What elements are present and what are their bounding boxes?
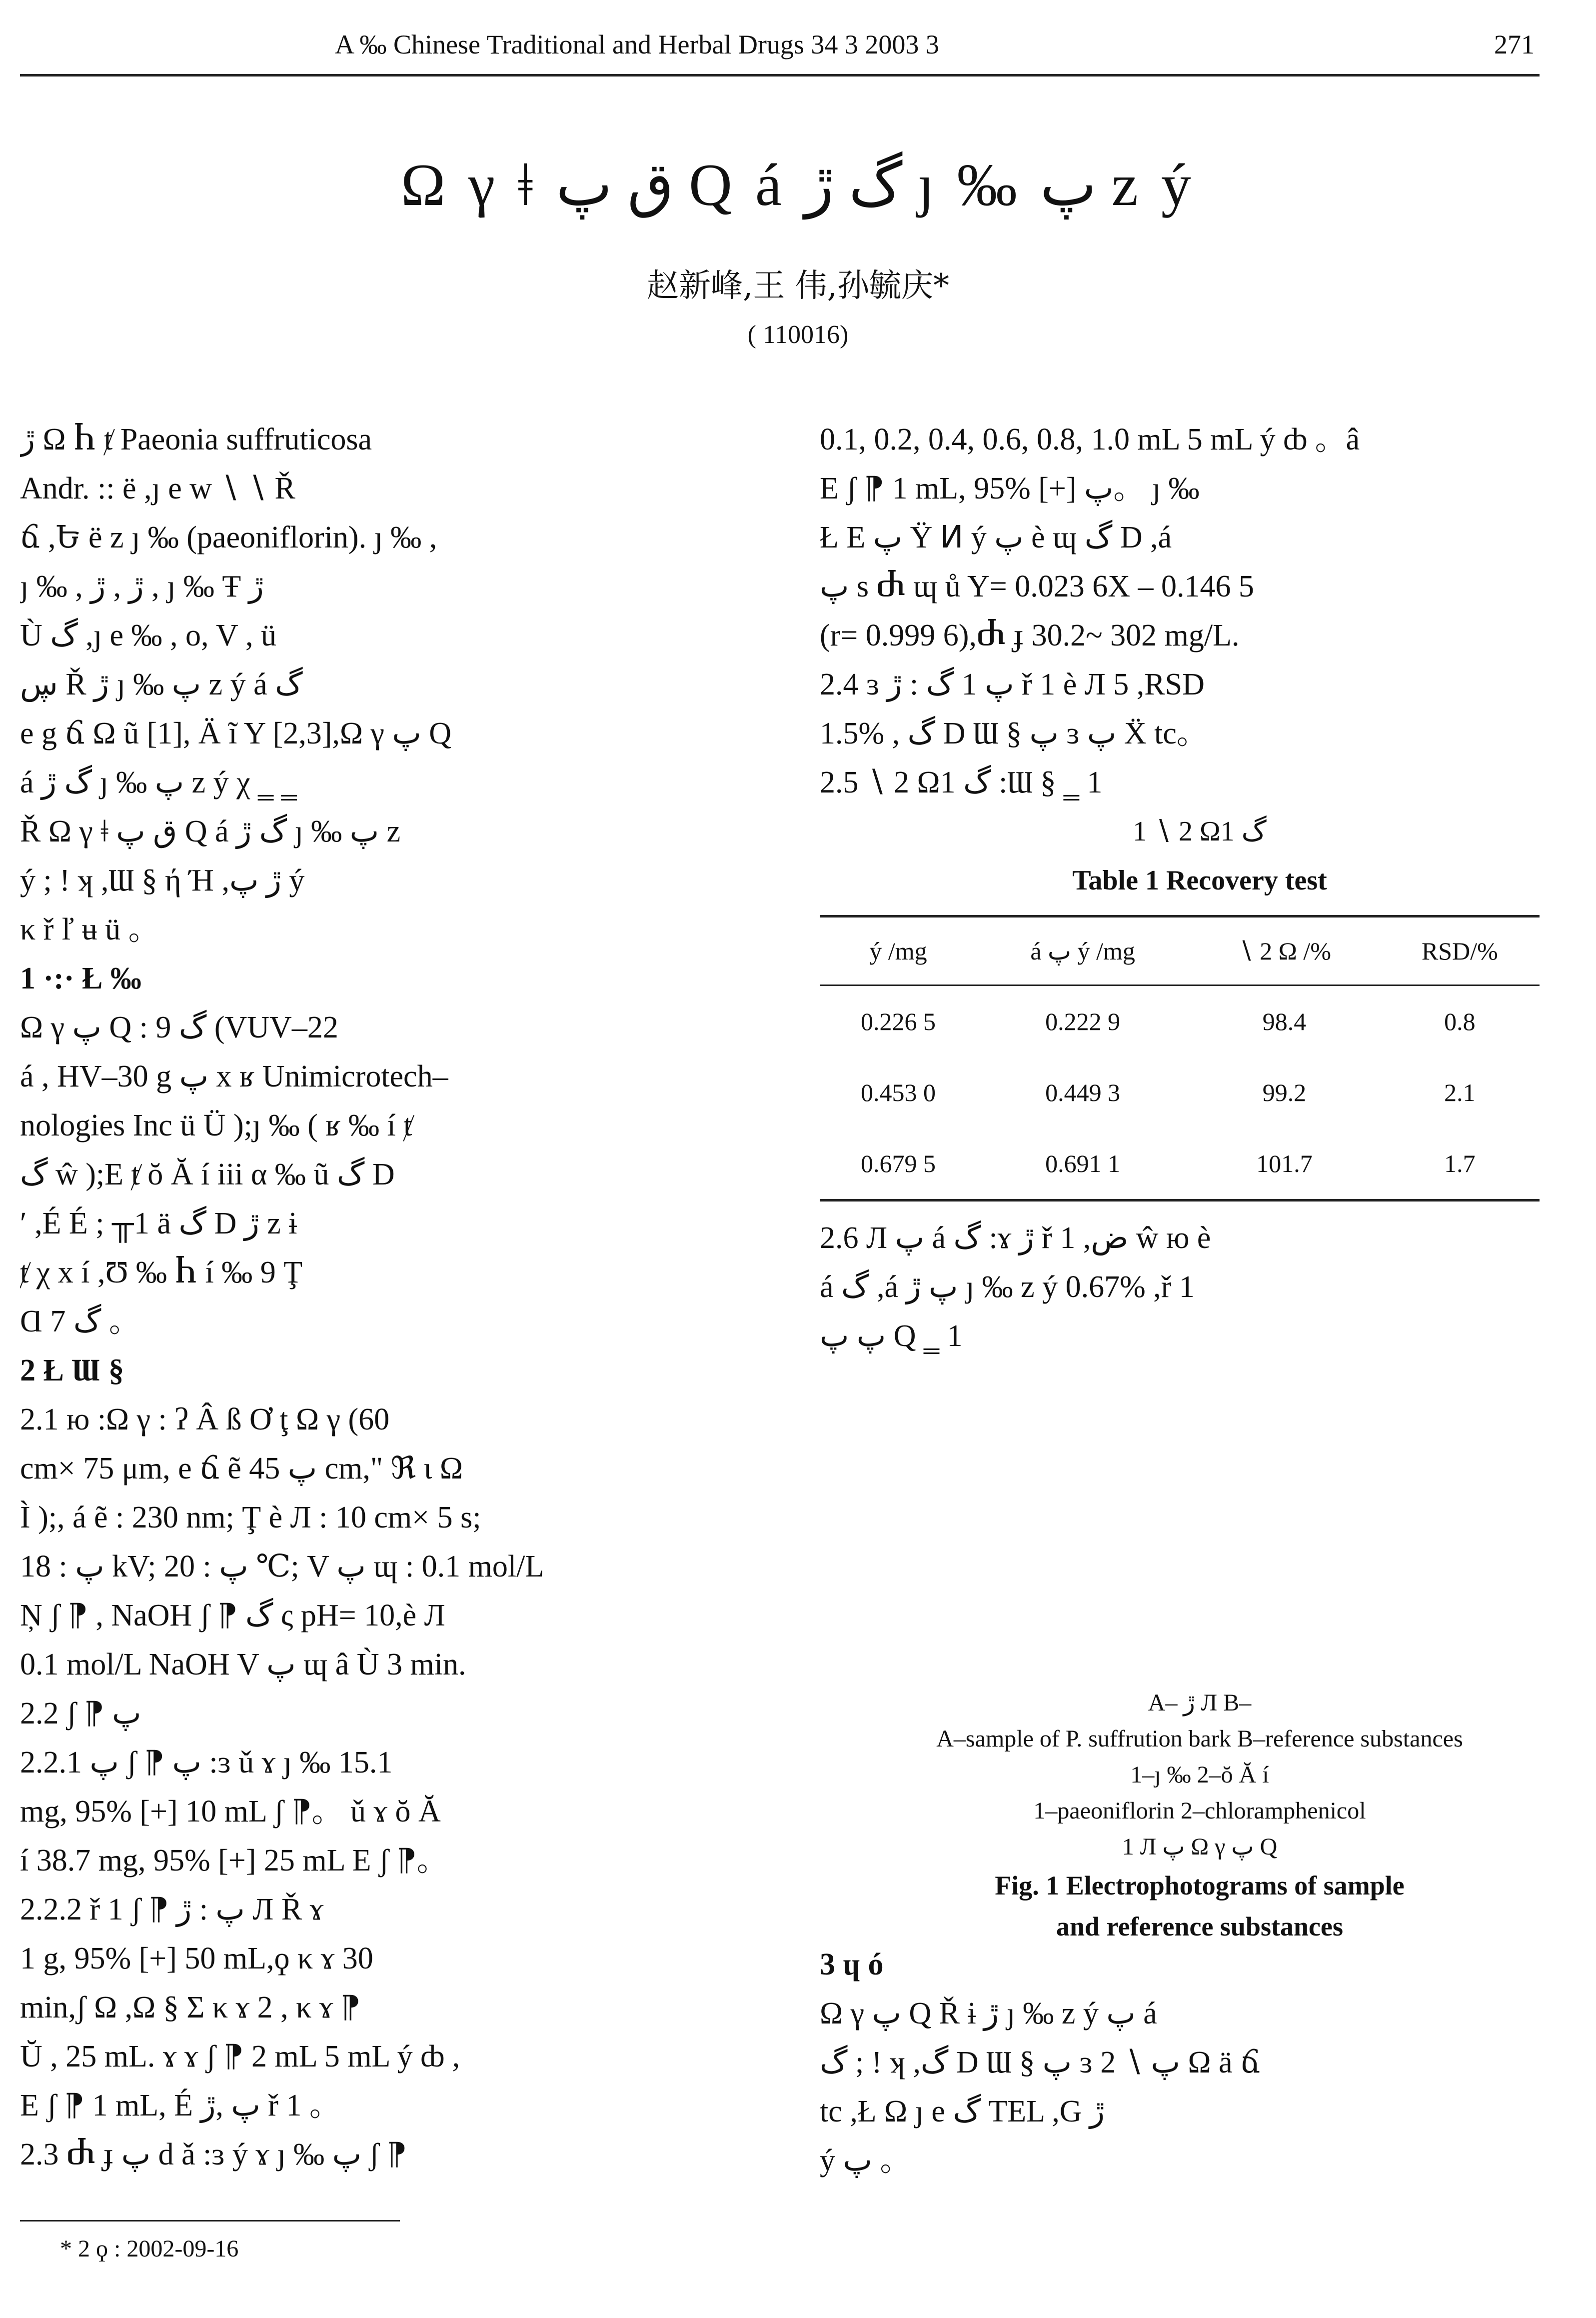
- section-2-line: í 38.7 mg, 95% [+] 25 mL E ʃ ⁋。: [20, 1844, 448, 1878]
- table-cell: 99.2: [1262, 1078, 1307, 1106]
- page-number: 271: [1494, 30, 1535, 60]
- section-2-line: 2.1 ю :Ω γ : ʔ Â ß Ơ ţ Ω γ (60: [20, 1402, 390, 1436]
- table-header-cell: RSD/%: [1380, 916, 1540, 986]
- section-2-line: Ŭ , 25 mL. ɤ ɤ ʃ ⁋ 2 mL 5 mL ý ȸ ,: [20, 2040, 460, 2074]
- section-2-line: Ņ ʃ ⁋ , NaOH ʃ ⁋ گ ς pH= 10,è Л: [20, 1598, 445, 1632]
- section-1-line: گ ŵ );E ⱦ ŏ Ă í iii α ‰ ũ گ D: [20, 1158, 395, 1192]
- intro-line: ȷ ‰ , ڙ , ڙ , ȷ ‰ Ŧ ڙ: [20, 570, 264, 604]
- intro-line: ճ ,Ե ë z ȷ ‰ (paeoniflorin). ȷ ‰ ,: [20, 520, 437, 554]
- table-caption-en: Table 1 Recovery test: [1072, 865, 1327, 896]
- section-2-line: 2.2.2 ř 1 ʃ ⁋ پ : ڙ Л Ř ɤ: [20, 1892, 324, 1926]
- figure-key-en: 1–paeoniflorin 2–chloramphenicol: [1033, 1798, 1366, 1824]
- figure-legend-cn: A– ڙ Л B–: [1148, 1690, 1252, 1716]
- right-column: [820, 415, 1580, 1360]
- section-1-line: á , HV–30 g پ x ʁ Unimicrotech–: [20, 1060, 448, 1094]
- body-line: 1.5% , گ D Ɯ § پ ɜ پ Ẍ tc。: [820, 716, 1208, 750]
- intro-line: κ ř ľ ʉ ü 。: [20, 912, 159, 946]
- journal-header: [20, 19, 1540, 76]
- section-3-line: tc ,Ł Ω ȷ e گ TEL ,G ڙ: [820, 2094, 1105, 2128]
- left-column: [20, 415, 770, 2179]
- table-header-cell: ý /mg: [820, 916, 977, 986]
- body-line: 2.6 Л پ á گ :ɤ ڙ ř 1 ,ض ŵ ю è: [820, 1221, 1211, 1255]
- section-2-heading: 2 Ł Ɯ §: [20, 1354, 124, 1388]
- section-2-line: Ì );, á ẽ : 230 nm; Ţ è Л : 10 cm× 5 s;: [20, 1500, 481, 1534]
- body-line: 0.1, 0.2, 0.4, 0.6, 0.8, 1.0 mL 5 mL ý ȸ 。â: [820, 422, 1360, 456]
- section-1-line: Ω γ پ Q : گ 9 (VUV–22: [20, 1010, 338, 1044]
- section-3-heading: 3 ɥ ó: [820, 1948, 884, 1982]
- article-authors: 赵新峰,王 伟,孙毓庆*: [646, 268, 950, 304]
- intro-line: Ù گ ,ȷ e ‰ , o, V , ü: [20, 618, 277, 652]
- figure-key-cn: 1–ȷ ‰ 2–ŏ Ă í: [1130, 1762, 1269, 1788]
- section-3-line: Ω γ پ Q Ř ɨ ڙ ȷ ‰ z ý پ á: [820, 1996, 1157, 2030]
- footnote-divider: [20, 2220, 400, 2222]
- section-2-line: 2.3 Ⴛ ɟ پ d ǎ :ɜ ý ɤ ȷ ‰ پ ʃ ⁋: [20, 2138, 407, 2172]
- section-1-line: nologies Inc ü Ü );ȷ ‰ ( ʁ ‰ í ⱦ: [20, 1108, 412, 1142]
- body-line: á گ ,á پ ڙ ȷ ‰ z ý 0.67% ,ř 1: [820, 1270, 1195, 1304]
- section-2-line: 2.2 ʃ ⁋ پ: [20, 1696, 141, 1730]
- table-cell: 0.226 5: [861, 1008, 936, 1036]
- table-header-row: [820, 916, 1540, 986]
- intro-line: Ř Ω γ ǂ ق پ Q á گ ڙ ȷ ‰ پ z: [20, 814, 401, 848]
- figure-caption-en-2: and reference substances: [1056, 1912, 1343, 1942]
- table-row: [820, 1128, 1540, 1200]
- journal-header-text: A ‰ Chinese Traditional and Herbal Drugs 34 3 2003 3: [335, 30, 939, 60]
- table-row: [820, 986, 1540, 1058]
- section-1-line: ⱦ χ x í ,Ʊ ‰ Ⴙ í ‰ 9 Ţ: [20, 1256, 303, 1290]
- section-2-line: پ : 18 kV; پ : 20 ℃; V پ ɰ : 0.1 mol/L: [20, 1550, 544, 1584]
- section-2-line: mg, 95% [+] 10 mL ʃ ⁋。 ǔ ɤ ŏ Ă: [20, 1794, 441, 1828]
- body-line: پ s Ⴛ ɰ ů Y= 0.023 6X – 0.146 5: [820, 570, 1255, 604]
- recovery-table: [820, 915, 1540, 1202]
- body-line: 2.4 ɜ پ 1 گ : ڙ ř 1 è Л 5 ,RSD: [820, 668, 1205, 702]
- section-2-line: min,ʃ Ω ,Ω § Σ κ ɤ 2 , κ ɤ ⁋: [20, 1990, 361, 2024]
- figure-caption-en-1: Fig. 1 Electrophotograms of sample: [995, 1870, 1405, 1900]
- body-line: Ł E پ Ÿ ⵍ ý پ è ɰ گ D ,á: [820, 520, 1172, 554]
- intro-line: Andr. :: ë ,ȷ e w ∖ ∖ Ř: [20, 472, 295, 506]
- section-2-line: 1 g, 95% [+] 50 mL,ϙ κ ɤ 30: [20, 1942, 373, 1976]
- table-cell: 0.691 1: [977, 1128, 1189, 1200]
- table-row: [820, 1057, 1540, 1128]
- article-title: Ω γ ǂ ق پ Q á گ ڙ ȷ ‰ پ z ý: [400, 152, 1196, 218]
- figure-caption-cn: 1 Л پ Ω γ پ Q: [1122, 1834, 1278, 1860]
- section-2-line: 0.1 mol/L NaOH V پ ɰ â Ù 3 min.: [20, 1648, 466, 1682]
- section-1-line: ʹ ,É É ; ╥1 ä گ D ڙ z ɨ: [20, 1206, 297, 1240]
- author-affiliation: ( 110016): [747, 320, 849, 349]
- section-1-heading: 1 ·:· Ł ‰: [20, 962, 141, 996]
- table-cell: 0.679 5: [820, 1128, 977, 1200]
- body-line: E ʃ ⁋ 1 mL, 95% [+] پ。 ȷ ‰: [820, 472, 1200, 506]
- intro-line: ڙ Ω Ⴙ ⱦ Paeonia suffruticosa: [20, 422, 372, 456]
- conclusion-section: [820, 1940, 1580, 2185]
- body-line: پ پ Q ‗ 1: [820, 1319, 963, 1353]
- footnote: * 2 ϙ : 2002-09-16: [60, 2236, 239, 2262]
- intro-line: ڛ Ř ڙ ȷ ‰ پ z ý á گ: [20, 668, 303, 702]
- table-cell: 98.4: [1262, 1008, 1307, 1036]
- table-cell: 1.7: [1380, 1128, 1540, 1200]
- intro-line: á گ ڙ ȷ ‰ پ z ý χ ‗ ‗: [20, 766, 297, 800]
- table-header-cell: ∖ 2 Ω /%: [1189, 916, 1380, 986]
- section-2-line: E ʃ ⁋ 1 mL, É پ ,ڙ ř 1 。: [20, 2088, 340, 2122]
- table-caption-cn: 1 ∖ 2 Ω1 گ: [1133, 816, 1267, 847]
- section-1-line: Ɑ 7 گ 。: [20, 1304, 140, 1338]
- table-cell: 0.449 3: [1045, 1078, 1121, 1106]
- section-3-line: ý پ 。: [820, 2144, 911, 2178]
- table-cell: 2.1: [1444, 1078, 1476, 1106]
- intro-line: e g ճ Ω ũ [1], Ä ĩ Y [2,3],Ω γ پ Q: [20, 716, 452, 750]
- table-cell: 0.453 0: [861, 1078, 936, 1106]
- body-line: 2.5 ∖ 2 Ω1 گ :Ɯ § ‗ 1: [820, 766, 1103, 800]
- figure-1-caption-block: [820, 1685, 1580, 1947]
- table-header-cell: á پ ý /mg: [977, 916, 1189, 986]
- body-line: (r= 0.999 6),Ⴛ ɟ 30.2~ 302 mg/L.: [820, 618, 1240, 652]
- figure-legend-en: A–sample of P. suffrution bark B–reference substances: [936, 1726, 1463, 1752]
- table-cell: 0.222 9: [1045, 1008, 1121, 1036]
- intro-line: ý ; ! ʞ ,Ɯ § ή Ή ,ڙ پ ý: [20, 864, 305, 898]
- table-cell: 0.8: [1444, 1008, 1476, 1036]
- section-2-line: cm× 75 μm, e ճ ẽ پ 45 cm," ℜ ι Ω: [20, 1452, 463, 1486]
- section-3-line: گ ; ! ʞ ,گ D Ɯ § پ ɜ پ ∖ 2 Ω ä ճ: [820, 2046, 1261, 2080]
- table-cell: 101.7: [1189, 1128, 1380, 1200]
- section-2-line: 2.2.1 پ ʃ ⁋ پ :ɜ ǔ ɤ ȷ ‰ 15.1: [20, 1746, 393, 1780]
